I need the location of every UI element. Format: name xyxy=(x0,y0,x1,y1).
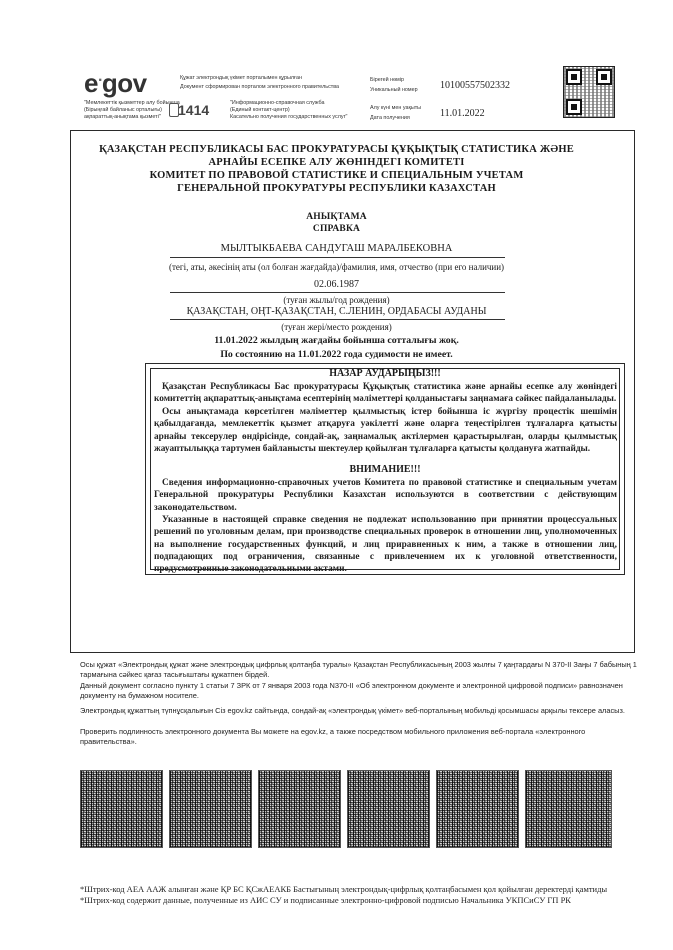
portal-line-kz: Құжат электрондық үкімет порталымен құрылған xyxy=(180,75,302,81)
title-ru-line2: ГЕНЕРАЛЬНОЙ ПРОКУРАТУРЫ РЕСПУБЛИКИ КАЗАХСТАН xyxy=(177,183,496,194)
birth-date-underline xyxy=(170,292,505,293)
unique-number-label-kz: Бірегей нөмір xyxy=(370,77,404,83)
name-underline xyxy=(170,257,505,258)
verify-statement-kz: Электрондық құжаттың түпнұсқалығын Сіз egov.kz сайтында, сондай-ақ «электрондық үкімет» веб-порталының мобильді қосымшасы арқылы тексере аласыз. xyxy=(80,706,625,715)
birth-place-caption: (туған жері/место рождения) xyxy=(281,322,392,332)
date-label-ru: Дата получения xyxy=(370,115,410,121)
title-ru-line1: КОМИТЕТ ПО ПРАВОВОЙ СТАТИСТИКЕ И СПЕЦИАЛЬНЫМ УЧЕТАМ xyxy=(149,170,524,181)
notice-kz-paragraph2: Осы анықтамада көрсетілген мәліметтер қылмыстық істер бойынша іс жүргізу процестік шешімін қабылдағанда, мемлекеттік қызмет атқаруға уәкілетті және оларға теңестірілген тұлғаларға қатысты арнайы тексерулер өндірісінде, сондай-ақ, заңнамалық актілермен қарастырылған, оларды қылмыстық жауаптылыққа тартумен байланысты шектеулер қойылған тұлғаларға қатысты қолдануға жатпайды. xyxy=(154,407,617,454)
service-line3: Касательно получения государственных услуг" xyxy=(230,114,348,120)
notice-title-kz: НАЗАР АУДАРЫҢЫЗ!!! xyxy=(329,368,441,379)
egov-logo: e.gov xyxy=(84,68,147,98)
qr-code xyxy=(563,66,615,118)
title-kz-line1: ҚАЗАҚСТАН РЕСПУБЛИКАСЫ БАС ПРОКУРАТУРАСЫ ҚҰҚЫҚТЫҚ СТАТИСТИКА ЖӘНЕ xyxy=(99,144,574,155)
unique-number-label-ru: Уникальный номер xyxy=(370,87,418,93)
unique-number-value: 10100557502332 xyxy=(440,80,510,91)
doc-type-kz: АНЫҚТАМА xyxy=(306,212,367,222)
portal-line-ru: Документ сформирован порталом электронного правительства xyxy=(180,84,340,90)
full-name: МЫЛТЫКБАЕВА САНДУГАШ МАРАЛБЕКОВНА xyxy=(220,243,453,254)
barcode-block xyxy=(347,770,430,848)
barcode-note-ru: *Штрих-код содержит данные, полученные из АИС СУ и подписанные электронно-цифровой подписью Начальника УКПСиСУ ГП РК xyxy=(80,895,571,905)
notice-kz-paragraph1: Қазақстан Республикасы Бас прокуратурасы Құқықтық статистика және арнайы есепке алу жөніндегі комитеттің ақпараттық-анықтама есептерінің мәліметтері қолданыстағы заңнамаға сәйкес пайдаланылады. xyxy=(154,382,617,405)
barcode-note-kz: *Штрих-код АЕА ААЖ алынған және ҚР БС ҚСжАЕАКБ Бастығының электрондық-цифрлық қолтаңбасымен қол қойылған деректерді қамтиды xyxy=(80,884,608,894)
barcode-block xyxy=(80,770,163,848)
service-line2: (Единый контакт-центр) xyxy=(230,107,290,113)
birth-date: 02.06.1987 xyxy=(314,279,359,290)
notice-ru-paragraph2: Указанные в настоящей справке сведения не подлежат использованию при принятии процессуальных решений по уголовным делам, при производстве специальных проверок в отношении лиц, уполномоченных на выполнение государственных функций, и лиц приравненных к ним, а также в отношении лиц, подпадающих под ограничения, связанные с привлечением их к уголовной ответственности, предусмотренные законодательными актами. xyxy=(154,515,617,575)
barcode-block xyxy=(169,770,252,848)
ministry-line2: (Бірыңғай байланыс орталығы) xyxy=(84,107,162,113)
hotline-number: 1414 xyxy=(178,102,210,118)
barcode-block xyxy=(525,770,612,848)
date-value: 11.01.2022 xyxy=(440,108,485,119)
law-statement-ru: Данный документ согласно пункту 1 статьи 7 ЗРК от 7 января 2003 года N370-II «Об электронном документе и электронной цифровой подписи» равнозначен документу на бумажном носителе. xyxy=(80,681,623,701)
birth-place-underline xyxy=(170,319,505,320)
result-kz: 11.01.2022 жылдың жағдайы бойынша сотталығы жоқ. xyxy=(214,335,459,346)
birth-place: ҚАЗАҚСТАН, ОҢТ-ҚАЗАҚСТАН, С.ЛЕНИН, ОРДАБАСЫ АУДАНЫ xyxy=(186,306,487,317)
name-caption: (тегі, аты, әкесінің аты (ол болған жағдайда)/фамилия, имя, отчество (при его наличии) xyxy=(168,262,505,272)
title-kz-line2: АРНАЙЫ ЕСЕПКЕ АЛУ ЖӨНІНДЕГІ КОМИТЕТІ xyxy=(208,157,465,168)
notice-ru-paragraph1: Сведения информационно-справочных учетов Комитета по правовой статистике и специальным учетам Генеральной прокуратуры Республики Казахстан используются в соответствии с действующим законодательством. xyxy=(154,478,617,513)
ministry-line1: "Мемлекеттік қызметтер алу бойынша xyxy=(84,100,180,106)
law-statement-kz: Осы құжат «Электрондық құжат және электрондық цифрлық қолтаңба туралы» Қазақстан Республикасының 2003 жылғы 7 қаңтардағы N 370-II Заңы 7 бабының 1 тармағына сәйкес қағаз тасығыштағы құжатпен бірдей. xyxy=(80,660,637,680)
barcode-block xyxy=(258,770,341,848)
ministry-line3: ақпараттық-анықтама қызметі" xyxy=(84,114,161,120)
result-ru: По состоянию на 11.01.2022 года судимости не имеет. xyxy=(220,349,453,360)
doc-type-ru: СПРАВКА xyxy=(312,224,361,234)
date-label-kz: Алу күні мен уақыты xyxy=(370,105,422,111)
barcode-block xyxy=(436,770,519,848)
verify-statement-ru: Проверить подлинность электронного документа Вы можете на egov.kz, а также посредством мобильного приложения веб-портала «электронного правительства». xyxy=(80,727,586,747)
service-line1: "Информационно-справочная служба xyxy=(230,100,325,106)
birth-date-caption: (туған жылы/год рождения) xyxy=(283,295,390,305)
notice-title-ru: ВНИМАНИЕ!!! xyxy=(349,464,421,475)
